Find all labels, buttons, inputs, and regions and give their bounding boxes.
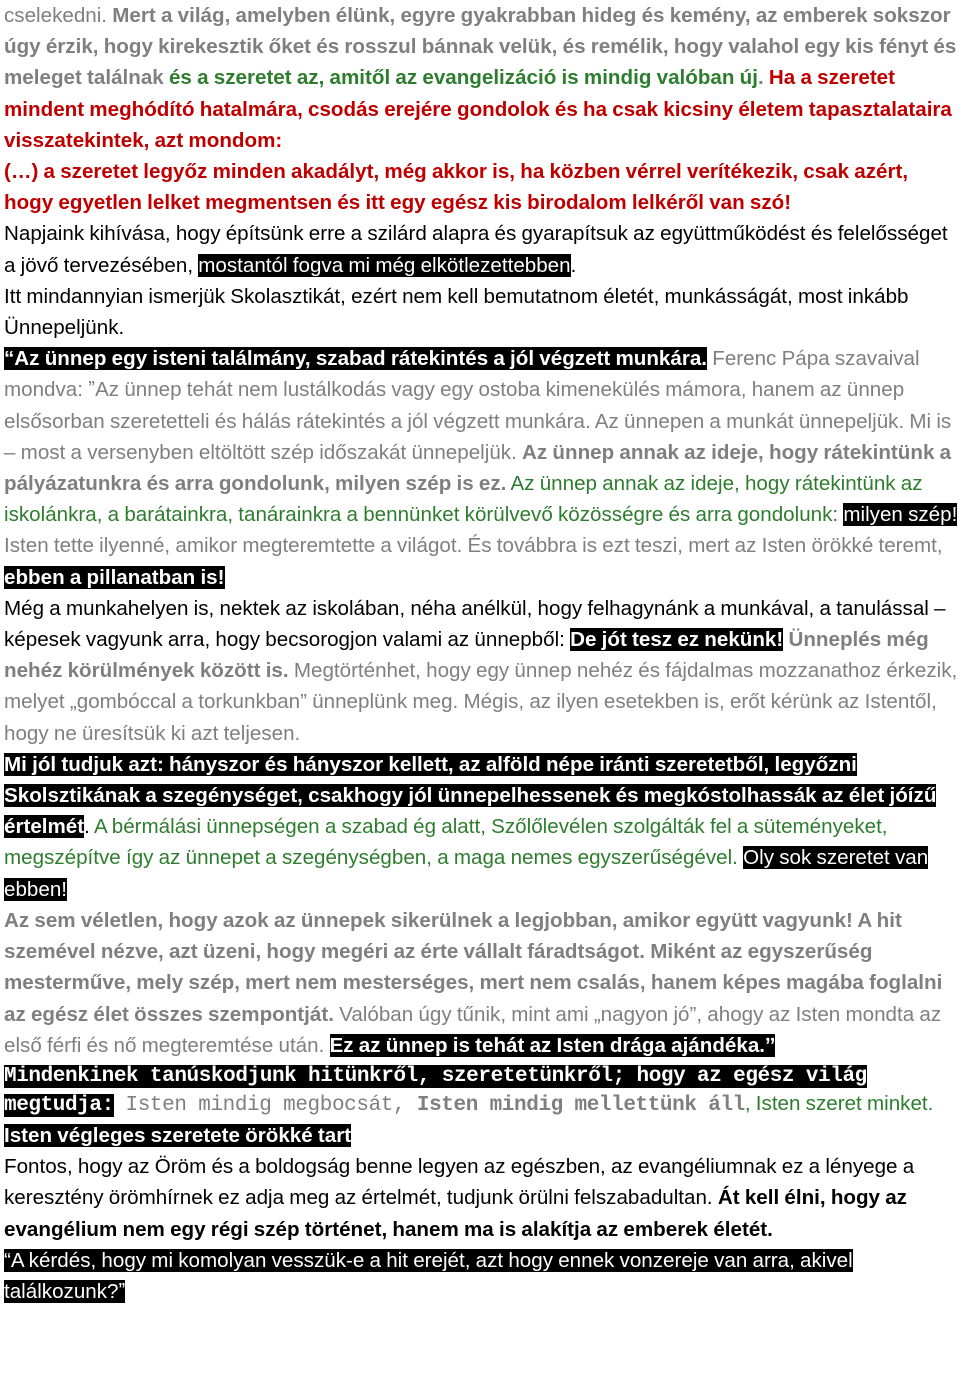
text-run: Megtörténhet, hogy egy ünnep nehéz és fájdalmas mozzanathoz érkezik, melyet „gombóccal a torkunkban” ünneplünk meg. Mégis, az ilyen esetekben is, erőt kérünk az Istentől, hogy ne üresítsük ki azt teljesen.	[4, 659, 958, 745]
text-run: milyen szép!	[843, 503, 958, 527]
text-run: Isten végleges szeretete örökké tart	[4, 1123, 352, 1147]
text-run: Ferenc Pápa szavaival mondva: ˮAz ünnep tehát nem lustálkodás vagy egy ostoba kimenekülés mámora, hanem az ünnep elsősorban szeretetteli és hálás rátekintés a jól végzett munkára. Az ünnepen a munkát ünnepeljük. Mi is – most a versenyben eltöltött szép időszakát ünnepeljük.	[4, 347, 952, 464]
text-run: Oly sok szeretet van ebben!	[4, 846, 929, 901]
text-run: cselekedni.	[4, 4, 113, 27]
text-run: Az sem véletlen, hogy azok az ünnepek sikerülnek a legjobban, amikor együtt vagyunk! A hit szemével nézve, azt üzeni, hogy megéri az érte vállalt fáradtságot. Miként az egyszerűség mesterműve, mely szép, mert nem mesterséges, mert nem csalás, hanem képes magába foglalni az egész élet összes szempontját.	[4, 908, 943, 1026]
text-run: “Az ünnep egy isteni találmány, szabad rátekintés a jól végzett munkára.	[4, 347, 708, 371]
text-run: Isten mindig mellettünk áll	[416, 1094, 745, 1118]
text-run: Ez az ünnep is tehát az Isten drága ajándéka.ˮ	[329, 1033, 776, 1057]
text-run: Isten mindig megbocsát,	[113, 1094, 417, 1118]
text-run: Még a munkahelyen is, nektek az iskolában, néha anélkül, hogy felhagynánk a munkával, a tanulással – képesek vagyunk arra, hogy becsorogjon valami az ünnepből:	[4, 596, 946, 652]
document-page	[4, 0, 958, 1307]
text-run: A bérmálási ünnepségen a szabad ég alatt, Szőlőlevélen szolgálták fel a süteményeket, megszépítve így az ünnepet a szegénységben, a maga nemes egyszerűségével.	[4, 815, 888, 870]
text-run: ebben a pillanatban is!	[4, 565, 225, 589]
text-run: Át kell élni, hogy az evangélium nem egy régi szép történet, hanem ma is alakítja az emberek életét.	[4, 1186, 907, 1241]
text-run: Fontos, hogy az Öröm és a boldogság benne legyen az egészben, az evangéliumnak ez a lényege a keresztény örömhírnek ez adja meg az értelmét, tudjunk örülni felszabadultan.	[4, 1155, 915, 1210]
text-run: .	[757, 66, 769, 90]
text-run: Isten tette ilyenné, amikor megteremtette a világot. És továbbra is ezt teszi, mert az Isten örökké teremt,	[4, 534, 943, 558]
paragraph-workplace	[4, 593, 958, 749]
paragraph-skolasztika	[4, 281, 958, 343]
paragraph-feast-invention	[4, 343, 958, 593]
paragraph-love-conquers	[4, 156, 958, 218]
paragraph-together	[4, 905, 958, 1061]
text-run: Az ünnep annak az ideje, hogy rátekintünk az iskolánkra, a barátainkra, tanárainkra a bennünket körülvevő közösségre és arra gondolunk:	[4, 472, 923, 527]
text-run: .	[84, 815, 94, 839]
paragraph-question	[4, 1245, 958, 1307]
paragraph-challenge	[4, 218, 958, 280]
paragraph-eternal-love	[4, 1120, 958, 1151]
text-run: .	[570, 253, 577, 277]
paragraph-poverty	[4, 749, 958, 905]
text-run: , Isten szeret minket.	[744, 1092, 934, 1116]
text-run: Napjaink kihívása, hogy építsünk erre a szilárd alapra és gyarapítsuk az együttműködést és felelősséget a jövő tervezésében,	[4, 222, 948, 277]
text-run: Ha a szeretet mindent meghódító hatalmára, csodás erejére gondolok és ha csak kicsiny életem tapasztalataira visszatekintek, azt mondom:	[4, 66, 952, 152]
text-run: De jót tesz ez nekünk!	[570, 628, 784, 652]
text-run: Itt mindannyian ismerjük Skolasztikát, ezért nem kell bemutatnom életét, munkásságát, most inkább Ünnepeljünk.	[4, 284, 909, 340]
text-run: és a szeretet az, amitől az evangelizáció is mindig valóban új	[168, 66, 758, 90]
text-run: mostantól fogva mi még elkötlezettebben	[198, 253, 571, 277]
text-run: Az ünnep annak az ideje, hogy rátekintünk a pályázatunkra és arra gondolunk, milyen szép is ez.	[4, 440, 952, 496]
text-run: “A kérdés, hogy mi komolyan vesszük-e a hit erejét, azt hogy ennek vonzereje van arra, akivel találkozunk?ˮ	[4, 1248, 853, 1303]
paragraph-joy	[4, 1151, 958, 1245]
text-run: (…) a szeretet legyőz minden akadályt, még akkor is, ha közben vérrel verítékezik, csak azért, hogy egyetlen lelket megmentsen és itt egy egész kis birodalom lelkéről van szó!	[4, 160, 909, 215]
text-run: Valóban úgy tűnik, mint ami „nagyon jó”, ahogy az Isten mondta az első férfi és nő megteremtése után.	[4, 1002, 942, 1057]
text-run: Mindenkinek tanúskodjunk hitünkről, szeretetünkről; hogy az egész világ megtudja:	[4, 1064, 867, 1118]
text-run: Mi jól tudjuk azt: hányszor és hányszor kellett, az alföld népe iránti szeretetből, legyőzni Skolsztikának a szegénységet, csakhogy jól ünnepelhessenek és megkóstolhassák az élet jóízű értelmét	[4, 752, 937, 839]
paragraph-love-world	[4, 0, 958, 156]
paragraph-testimony	[4, 1061, 958, 1120]
text-run: Ünneplés még nehéz körülmények között is.	[4, 628, 929, 683]
text-run: Mert a világ, amelyben élünk, egyre gyakrabban hideg és kemény, az emberek sokszor úgy érzik, hogy kirekesztik őket és rosszul bánnak velük, és remélik, hogy valahol egy kis fényt és meleget találnak	[4, 4, 957, 90]
